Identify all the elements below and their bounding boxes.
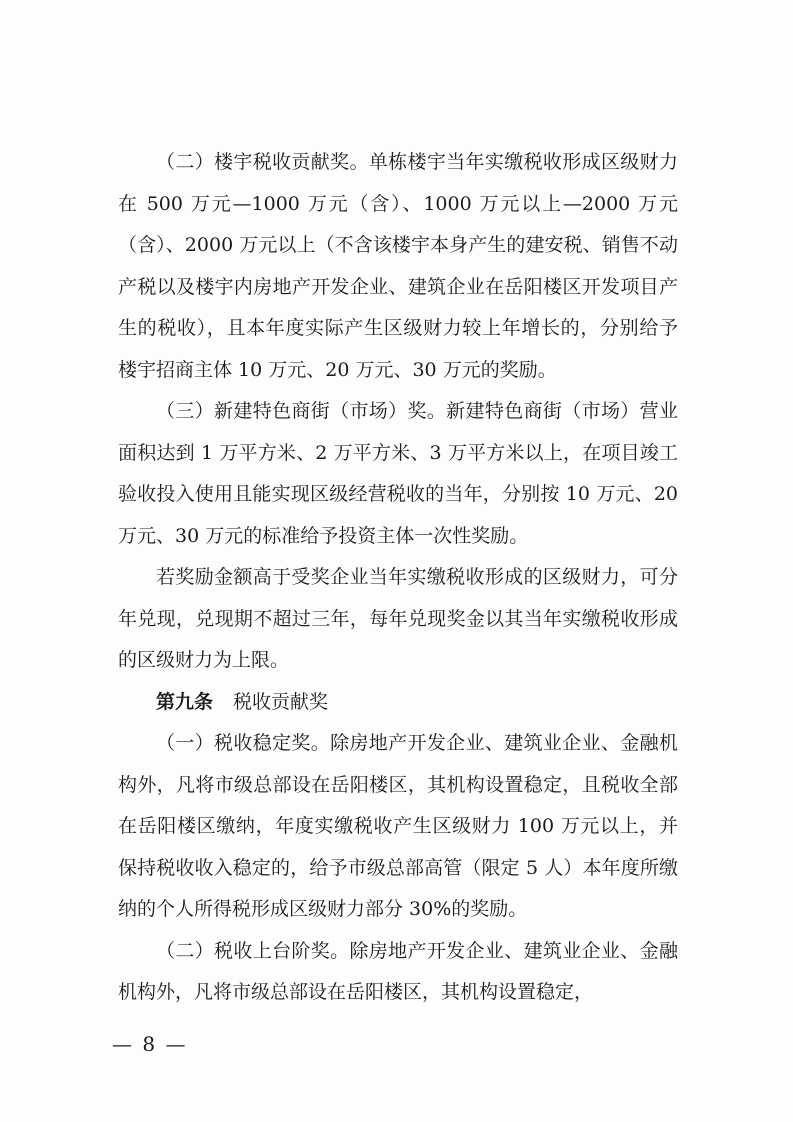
article-title: 税收贡献奖 xyxy=(233,690,329,713)
article-number: 第九条 xyxy=(156,690,214,713)
paragraph-building-tax-award: （二）楼宇税收贡献奖。单栋楼宇当年实缴税收形成区级财力在 500 万元—1000 万元（含）、1000 万元以上—2000 万元（含）、2000 万元以上（不含该楼宇本身产生的建安税、销售不动产税以及楼宇内房地产开发企业、建筑企业在岳阳楼区开发项目产生的税收），且本年度实际产生区级财力较上年增长的，分别给予楼宇招商主体 10 万元、20 万元、30 万元的奖励。 xyxy=(118,151,678,381)
page-number: — 8 — xyxy=(112,1032,188,1056)
paragraph-tax-stability-award: （一）税收稳定奖。除房地产开发企业、建筑业企业、金融机构外，凡将市级总部设在岳阳楼区，其机构设置稳定，且税收全部在岳阳楼区缴纳，年度实缴税收产生区级财力 100 万元以上，并保持税收收入稳定的，给予市级总部高管（限定 5 人）本年度所缴纳的个人所得税形成区级财力部分 30%的奖励。 xyxy=(118,732,678,920)
paragraph-new-street-award: （三）新建特色商街（市场）奖。新建特色商街（市场）营业面积达到 1 万平方米、2 万平方米、3 万平方米以上，在项目竣工验收投入使用且能实现区级经营税收的当年，分别按 10 万元、20 万元、30 万元的标准给予投资主体一次性奖励。 xyxy=(118,400,678,547)
paragraph-installment-rule: 若奖励金额高于受奖企业当年实缴税收形成的区级财力，可分年兑现，兑现期不超过三年，每年兑现奖金以其当年实缴税收形成的区级财力为上限。 xyxy=(118,566,678,671)
body-text xyxy=(118,142,678,1014)
paragraph-tax-step-award: （二）税收上台阶奖。除房地产开发企业、建筑业企业、金融机构外，凡将市级总部设在岳阳楼区，其机构设置稳定， xyxy=(118,939,678,1003)
article-heading xyxy=(118,682,678,724)
